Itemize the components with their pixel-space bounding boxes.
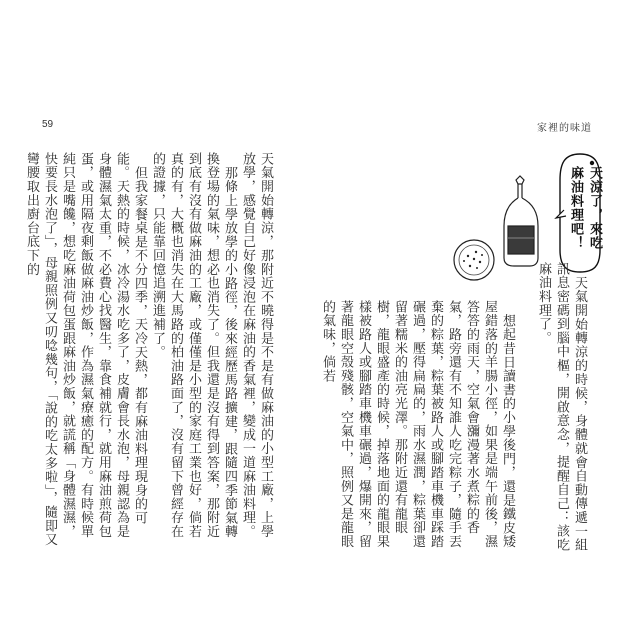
paragraph: 但我家餐桌是不分四季，天冷天熱，都有麻油料理現身的可能。天熱的時候，冰冷湯水吃多了，皮膚會長水泡，母親認為是身體濕氣太重，不必費心找醫生，靠食補就行，就用麻油煎荷包蛋，或用隔夜剩飯做麻油炒飯，作為濕氣療癒的配方。有時候單純只是嘴饞，想吃麻油荷包蛋跟麻油炒飯，就謊稱「身體濕濕，快要長水泡了」，母親照例又叨唸幾句，「說的吃太多啦」，隨即又彎腰取出廚台底下的 [24, 152, 147, 547]
paragraph: 天氣開始轉涼，那附近不曉得是不是有做麻油的小型工廠，上學放學，感覺自己好像浸泡在麻油的香氣裡，變成一道麻油料理。 [240, 152, 273, 539]
right-page-body [320, 300, 516, 552]
bowl-icon [454, 240, 494, 280]
paragraph: 想起昔日讀書的小學後門，還是鐵皮矮屋錯落的羊腸小徑，如果是端午前後，濕答答的雨天，空氣會瀰漫著水煮粽的香氣，路旁還有不知誰人吃完粽子，隨手丟棄的粽葉，粽葉被路人或腳踏車機車踩踏碾過，壓得扁扁的，雨水濕潤，粽葉卻還留著糯米的油亮光澤。那附近還有龍眼樹，龍眼盛產的時候，掉落地面的龍眼果樣被路人或腳踏車機車碾過，爆開來，留著龍眼空殼殘骸，空氣中，照例又是龍眼的氣味，倘若 [320, 300, 515, 549]
speech-bubble [556, 150, 604, 280]
paragraph: 天氣開始轉涼的時候，身體就會自動傳遞一組訊息密碼到腦中樞，開啟意念，提醒自己：該吃麻油料理了。 [536, 262, 587, 552]
running-head: 家裡的味道 [537, 123, 592, 134]
right-page-opening [520, 262, 588, 552]
sesame-oil-bottle-icon [504, 176, 538, 266]
bubble-line-1: 天涼了， [587, 166, 602, 222]
left-page-body [24, 152, 274, 552]
page-number: 59 [42, 119, 54, 130]
speech-bubble-text [556, 150, 604, 260]
bubble-line-2: 來吃麻油料理吧！ [568, 166, 602, 250]
paragraph: 那條上學放學的小路徑，後來經歷馬路擴建，跟隨四季節氣轉換登場的氣味，想必也消失了。但我還是沒有得到答案，那附近到底有沒有做麻油的工廠，或僅僅是小型的家庭工業也好，倘若真的有，大概也消失在大馬路的柏油路面了，沒有留下曾經存在的證據，只能靠回憶追溯進補了。 [150, 152, 237, 539]
